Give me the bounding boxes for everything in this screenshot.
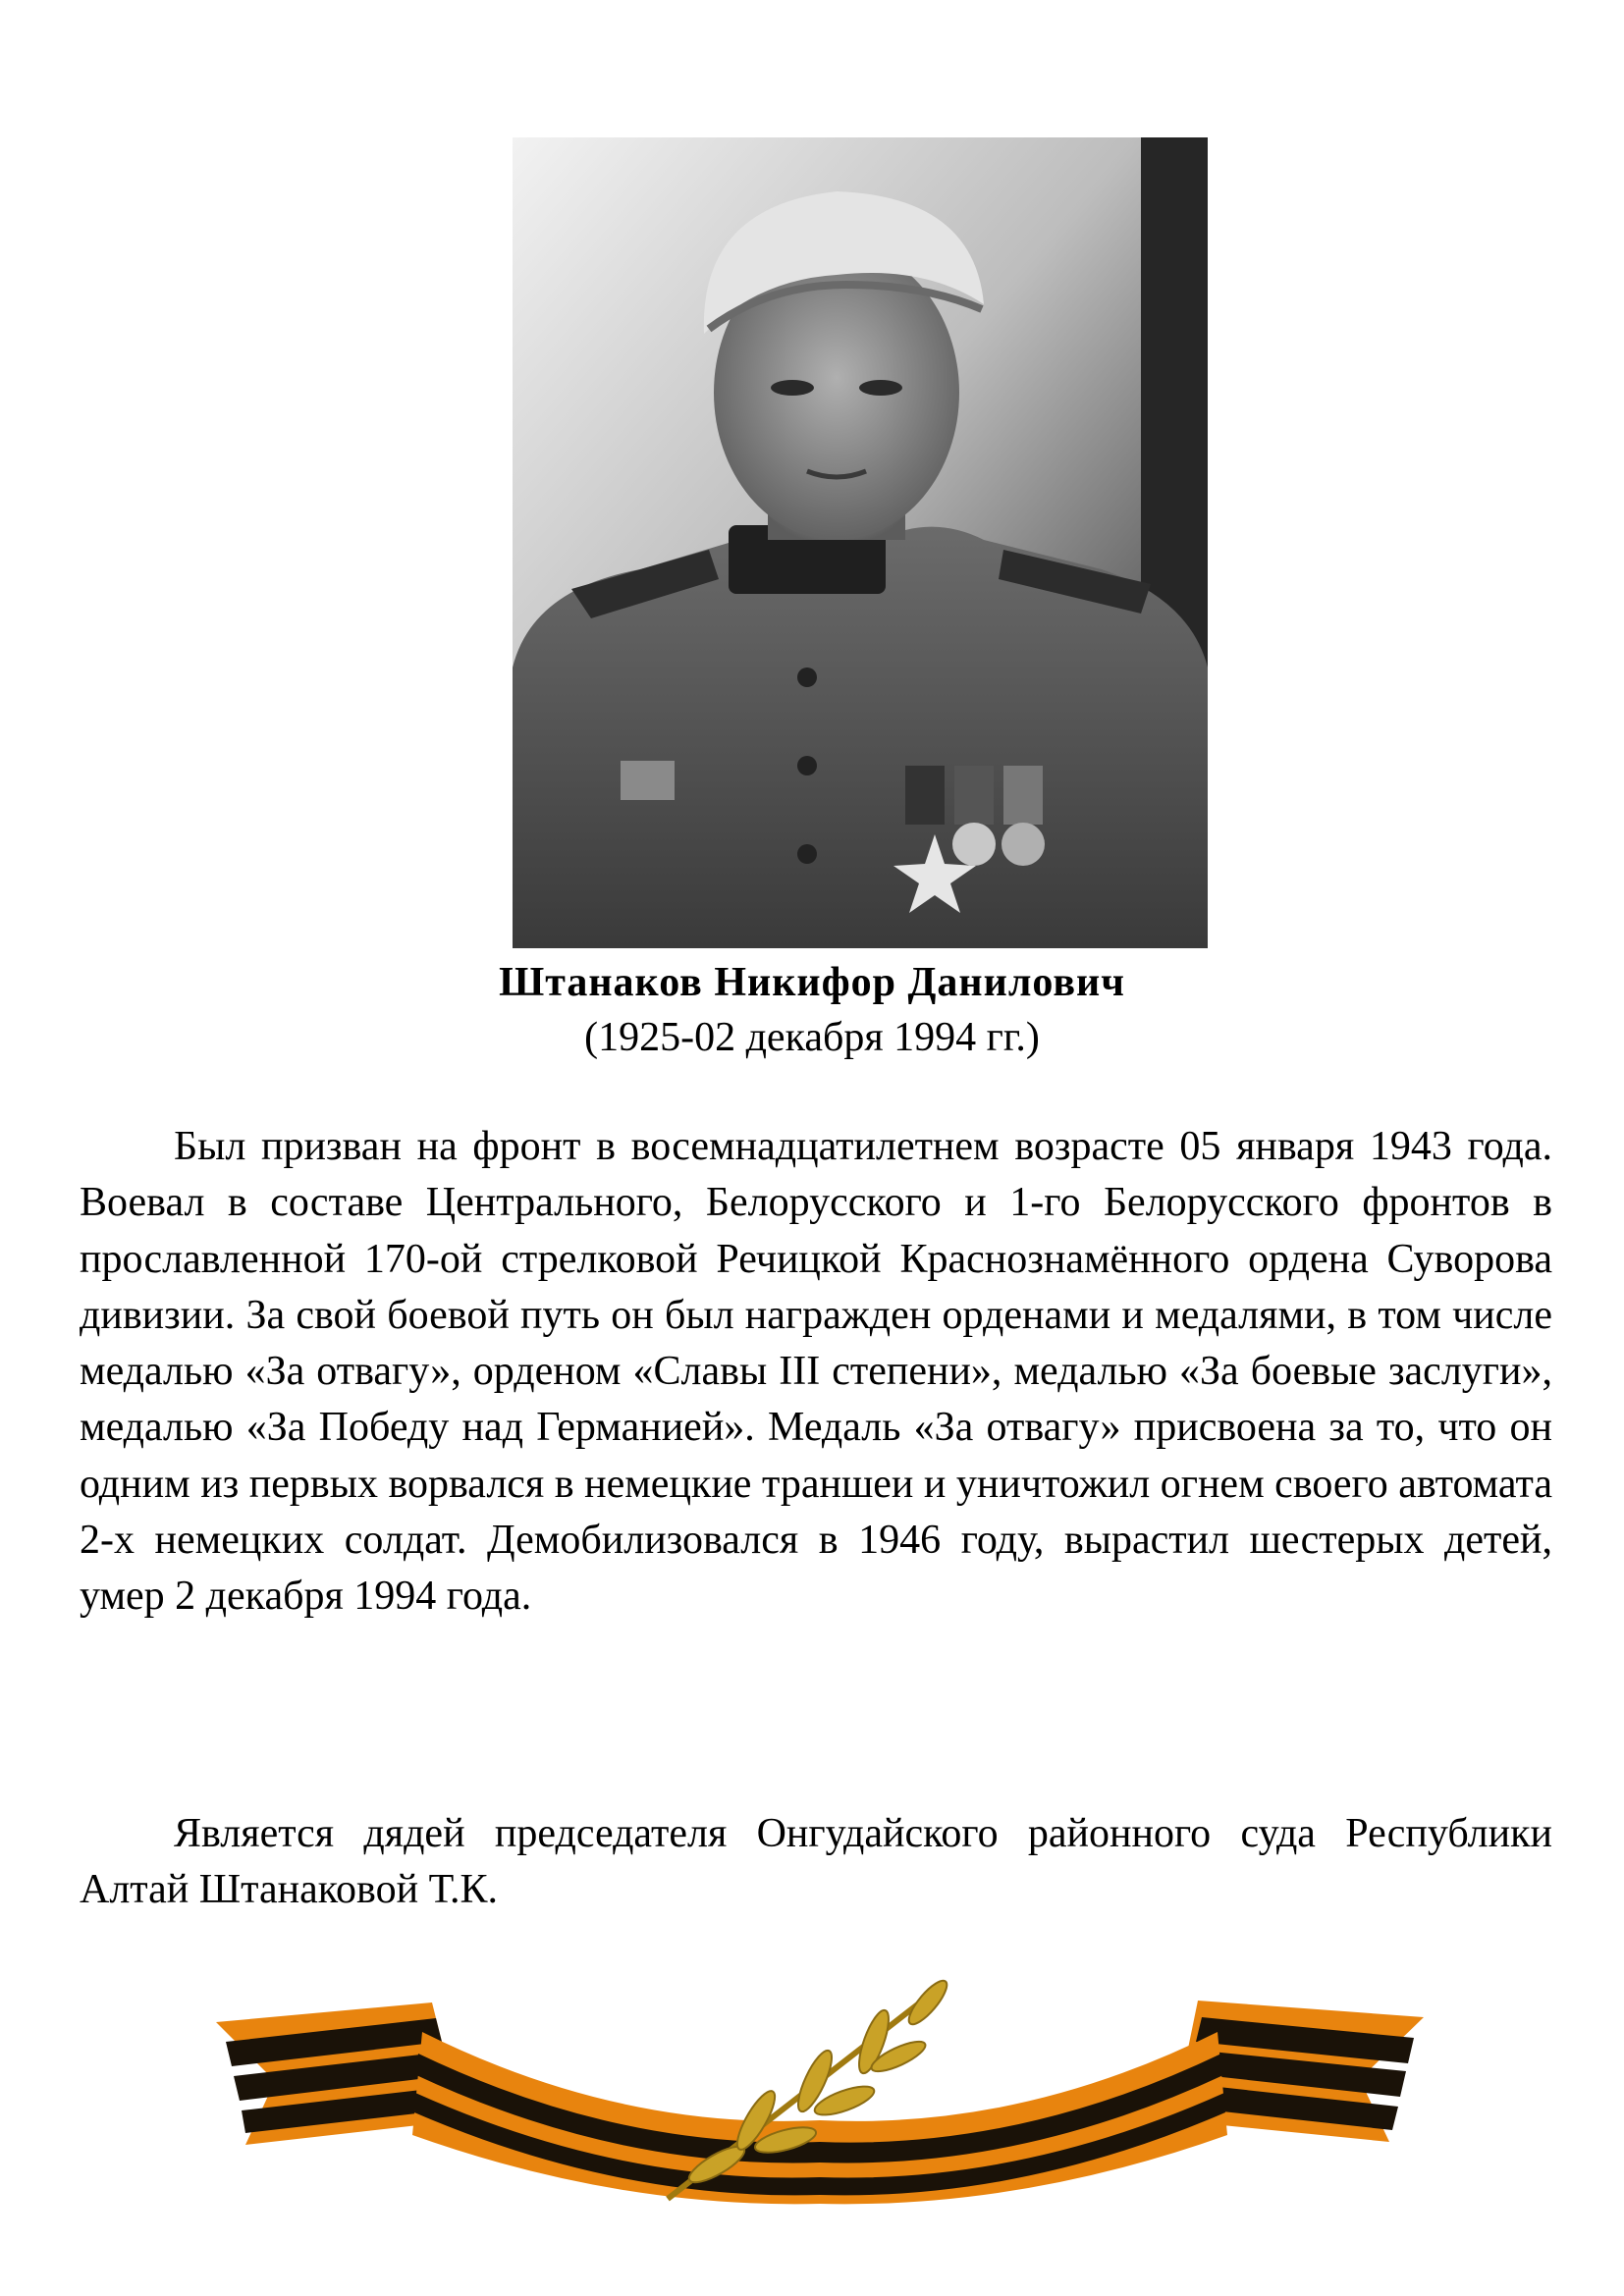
person-name: Штанаков Никифор Данилович xyxy=(499,960,1125,1005)
st-george-ribbon-icon xyxy=(206,1973,1434,2209)
relation-paragraph: Является дядей председателя Онгудайского районного суда Республики Алтай Штанаковой Т.К. xyxy=(80,1811,1552,1913)
portrait-photo xyxy=(513,137,1208,948)
person-dates: (1925-02 декабря 1994 гг.) xyxy=(584,1015,1040,1060)
biography-paragraph: Был призван на фронт в восемнадцатилетнем возрасте 05 января 1943 года. Воевал в составе Центрального, Белорусского и 1-го Белорусского фронтов в прославленной 170-ой стрелковой Речицкой Краснознамённого ордена Суворова дивизии. За свой боевой путь он был награжден орденами и медалями, в том числе медалью «За отвагу», орденом «Славы III степени», медалью «За боевые заслуги», медалью «За Победу над Германией». Медаль «За отвагу» присвоена за то, что он одним из первых ворвался в немецкие траншеи и уничтожил огнем своего автомата 2-х немецких солдат. Демобилизовался в 1946 году, вырастил шестерых детей, умер 2 декабря 1994 года. xyxy=(80,1124,1552,1620)
